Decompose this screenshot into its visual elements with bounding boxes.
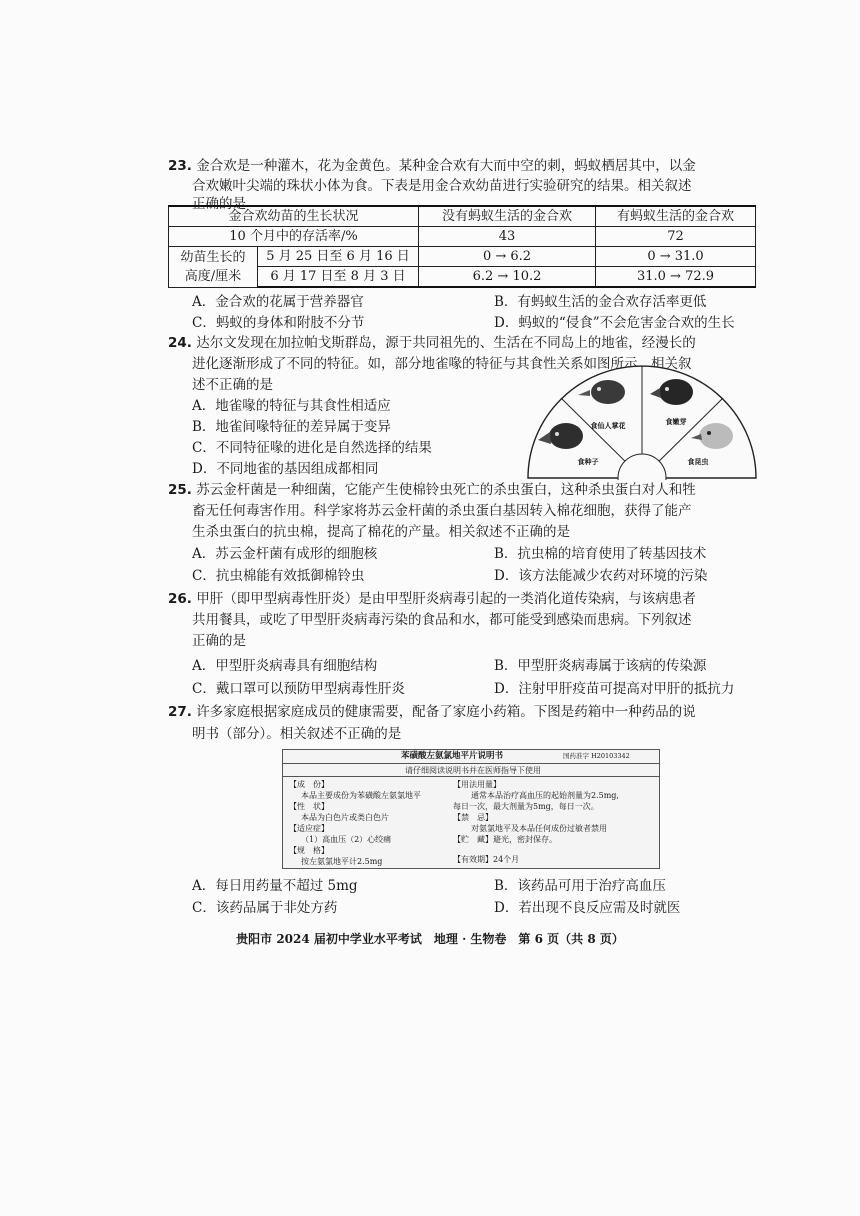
q23-option-c: C．蚂蚁的身体和附肢不分节 [192,315,365,331]
q24-option-a: A．地雀喙的特征与其食性相适应 [192,398,391,414]
usage-text-1: 通常本品治疗高血压的起始剂量为2.5mg, [471,791,619,800]
label-insect: 食昆虫 [687,457,709,466]
period1-no-ants: 0 → 6.2 [419,247,596,267]
q24-option-d: D．不同地雀的基因组成都相同 [192,461,379,477]
q26-line1: 26. 甲肝（即甲型病毒性肝炎）是由甲型肝炎病毒引起的一类消化道传染病，与该病患者 [168,591,696,607]
ingredients-text: 本品主要成份为苯磺酸左氨氯地平 [301,791,421,800]
q27-option-a: A．每日用药量不超过 5mg [192,878,358,894]
q26-option-b: B．甲型肝炎病毒属于该病的传染源 [494,658,707,674]
q23-option-d: D．蚂蚁的“侵食”不会危害金合欢的生长 [494,315,735,331]
leaflet-title: 苯磺酸左氨氯地平片说明书 [401,751,504,761]
spec-heading: 【规 格】 [289,846,329,855]
indication-text: （1）高血压（2）心绞痛 [301,835,392,844]
contra-text: 对氨氯地平及本品任何成份过敏者禁用 [471,824,607,833]
q26-option-a: A．甲型肝炎病毒具有细胞结构 [192,658,378,674]
finch-beak-figure [526,364,758,480]
label-seed: 食种子 [577,457,599,466]
q26-line2: 共用餐具，或吃了甲型肝炎病毒污染的食品和水，都可能受到感染而患病。下列叙述 [192,612,692,628]
indication-heading: 【适应症】 [289,824,329,833]
period1-with-ants: 0 → 31.0 [596,247,756,267]
period2-label: 6 月 17 日至 8 月 3 日 [258,267,419,288]
q25-line3: 生杀虫蛋白的抗虫棉，提高了棉花的产量。相关叙述不正确的是 [192,524,570,540]
period1-label: 5 月 25 日至 6 月 16 日 [258,247,419,267]
q27-number: 27. [168,704,192,720]
leaflet-approval: 国药准字 H20103342 [563,752,630,760]
q27-line2: 明书（部分）。相关叙述不正确的是 [192,726,402,742]
table-header-with-ants: 有蚂蚁生活的金合欢 [596,206,756,227]
storage-text: 【贮 藏】避光，密封保存。 [453,835,557,844]
survival-no-ants: 43 [419,227,596,247]
q27-line1: 27. 许多家庭根据家庭成员的健康需要，配备了家庭小药箱。下图是药箱中一种药品的说 [168,704,696,720]
page-footer: 贵阳市 2024 届初中学业水平考试 地理 · 生物卷 第 6 页（共 8 页） [236,932,624,946]
appearance-text: 本品为白色片或类白色片 [301,813,389,822]
table-header-growth: 金合欢幼苗的生长状况 [169,206,419,227]
q25-option-a: A．苏云金杆菌有成形的细胞核 [192,546,378,562]
q27-option-c: C．该药品属于非处方药 [192,900,338,916]
drug-leaflet [282,749,660,869]
height-label: 幼苗生长的 高度/厘米 [169,247,258,288]
q25-line2: 畜无任何毒害作用。科学家将苏云金杆菌的杀虫蛋白基因转入棉花细胞，获得了能产 [192,503,692,519]
leaflet-notice: 请仔细阅读说明书并在医师指导下使用 [405,766,541,775]
leaflet-notice-bar [283,764,659,777]
table-header-no-ants: 没有蚂蚁生活的金合欢 [419,206,596,227]
q25-number: 25. [168,482,192,498]
q24-line1: 24. 达尔文发现在加拉帕戈斯群岛，源于共同祖先的、生活在不同岛上的地雀，经漫长的 [168,335,696,351]
q24-line3: 述不正确的是 [192,377,273,393]
q27-option-d: D．若出现不良反应需及时就医 [494,900,681,916]
q27-option-b: B．该药品可用于治疗高血压 [494,878,666,894]
q26-line3: 正确的是 [192,633,246,649]
q23-option-b: B．有蚂蚁生活的金合欢存活率更低 [494,294,707,310]
q23-line3: 正确的是 [192,196,246,212]
q26-number: 26. [168,591,192,607]
q24-option-c: C．不同特征喙的进化是自然选择的结果 [192,440,432,456]
leaflet-title-bar [283,750,659,764]
q25-line1: 25. 苏云金杆菌是一种细菌，它能产生使棉铃虫死亡的杀虫蛋白，这种杀虫蛋白对人和牲 [168,482,696,498]
q24-option-b: B．地雀间喙特征的差异属于变异 [192,419,391,435]
label-bud: 食嫩芽 [665,417,687,426]
q26-option-d: D．注射甲肝疫苗可提高对甲肝的抵抗力 [494,681,735,697]
q23-data-table [168,205,756,288]
q25-option-c: C．抗虫棉能有效抵御棉铃虫 [192,568,365,584]
q26-option-c: C．戴口罩可以预防甲型病毒性肝炎 [192,681,405,697]
q24-number: 24. [168,335,192,351]
q23-line2: 合欢嫩叶尖端的珠状小体为食。下表是用金合欢幼苗进行实验研究的结果。相关叙述 [192,178,692,194]
q24-line2: 进化逐渐形成了不同的特征。如，部分地雀喙的特征与其食性关系如图所示。相关叙 [192,356,692,372]
spec-text: 按左氨氯地平计2.5mg [301,857,383,866]
survival-with-ants: 72 [596,227,756,247]
q23-number: 23. [168,158,192,174]
validity-text: 【有效期】24个月 [453,855,520,864]
q23-option-a: A．金合欢的花属于营养器官 [192,294,364,310]
ingredients-heading: 【成 份】 [289,780,329,789]
usage-text-2: 每日一次，最大剂量为5mg，每日一次。 [453,802,599,811]
period2-with-ants: 31.0 → 72.9 [596,267,756,288]
q25-option-b: B．抗虫棉的培育使用了转基因技术 [494,546,707,562]
appearance-heading: 【性 状】 [289,802,329,811]
label-cactus: 食仙人掌花 [590,421,626,430]
usage-heading: 【用法用量】 [453,780,501,789]
q23-line1: 23. 金合欢是一种灌木，花为金黄色。某种金合欢有大而中空的刺，蚂蚁栖居其中，以金 [168,158,696,174]
q25-option-d: D．该方法能减少农药对环境的污染 [494,568,708,584]
period2-no-ants: 6.2 → 10.2 [419,267,596,288]
contra-heading: 【禁 忌】 [453,813,493,822]
survival-label: 10 个月中的存活率/% [169,227,419,247]
